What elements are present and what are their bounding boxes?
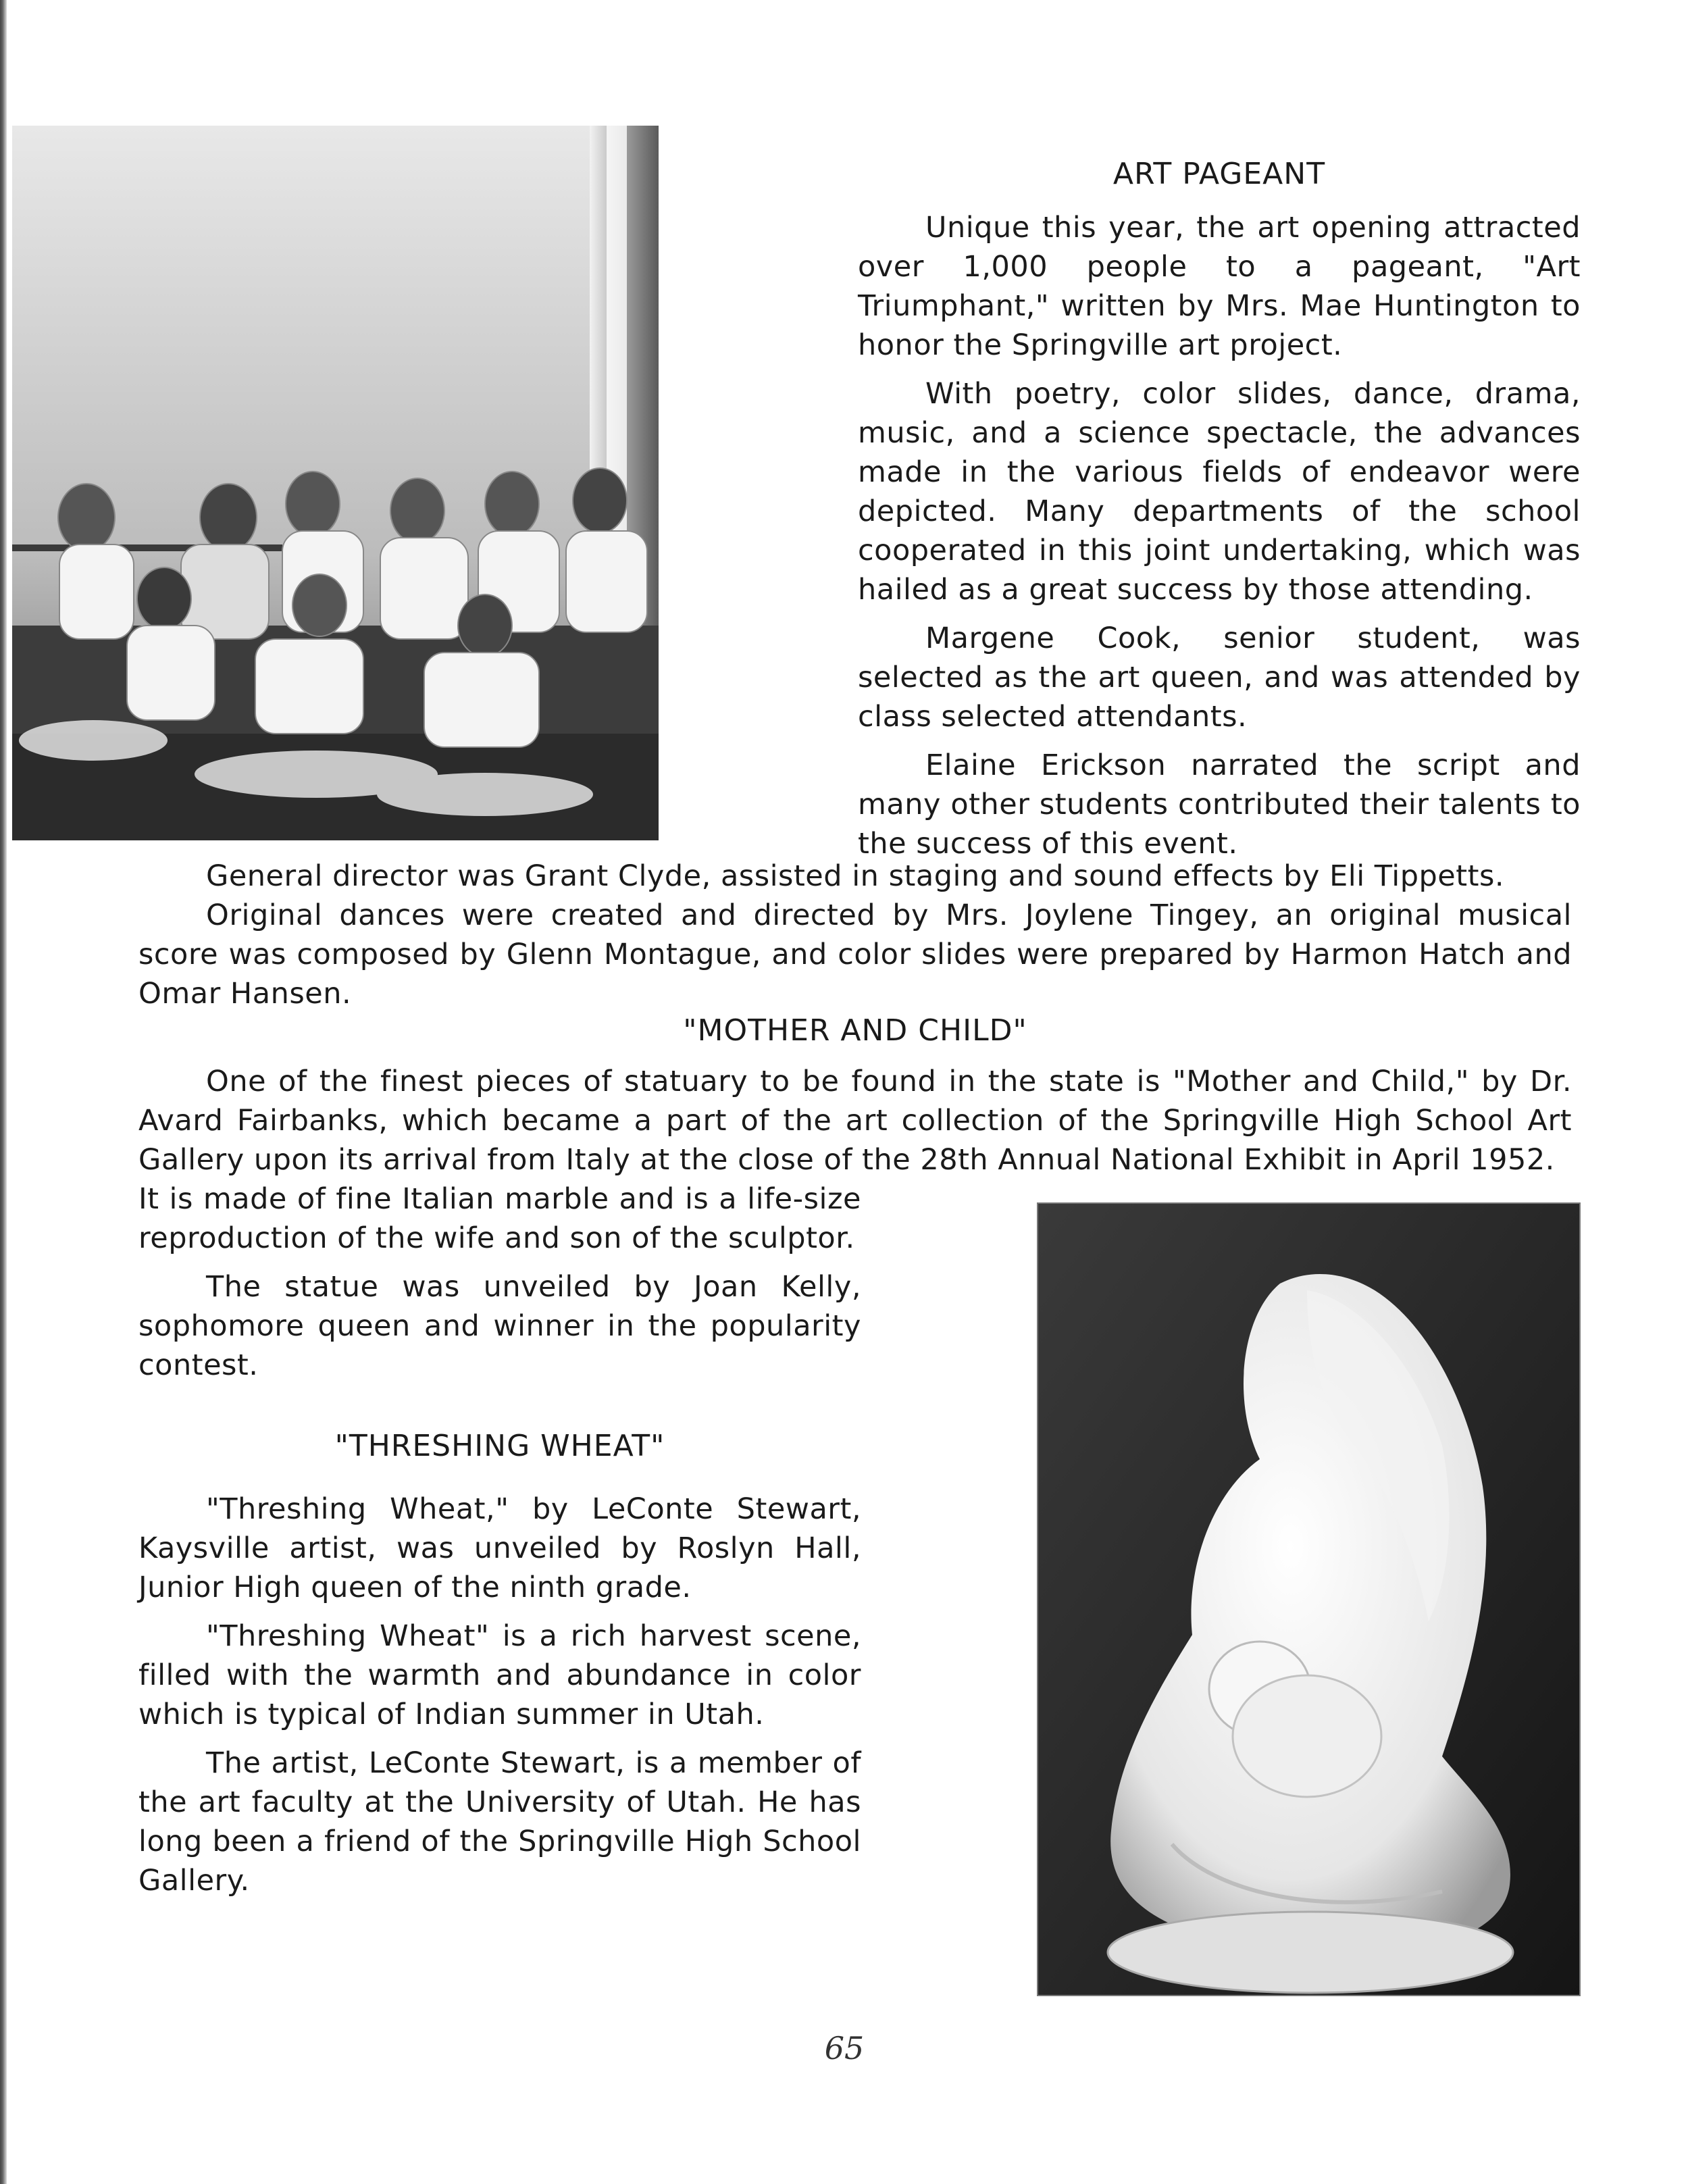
- page-binding-edge: [0, 0, 7, 2184]
- art-pageant-heading: ART PAGEANT: [1112, 157, 1326, 191]
- threshing-wheat-column: [138, 1490, 861, 1900]
- page-number: 65: [824, 2030, 865, 2066]
- art-pageant-column: [858, 208, 1581, 863]
- mother-and-child-statue-photo: [1037, 1202, 1581, 1996]
- mother-and-child-continued: It is made of fine Italian marble and is a life-size reproduction of the wife and son of the sculptor.: [138, 1182, 861, 1255]
- mother-and-child-intro-block: [138, 1062, 1572, 1179]
- art-pageant-paragraph: Elaine Erickson narrated the script and many other students contributed their talents to the success of this event.: [858, 748, 1581, 861]
- art-pageant-paragraph: Unique this year, the art opening attracted over 1,000 people to a pageant, "Art Triumphant," written by Mrs. Mae Huntington to honor the Springville art project.: [858, 211, 1581, 362]
- pageant-performers-photo: [12, 126, 659, 840]
- mother-and-child-intro: One of the finest pieces of statuary to be found in the state is "Mother and Child," by Dr. Avard Fairbanks, which became a part of the art collection of the Springville High School Art Gallery upon its arrival from Italy at the close of the 28th Annual National Exhibit in April 1952.: [138, 1065, 1572, 1177]
- threshing-wheat-heading: "THRESHING WHEAT": [334, 1429, 665, 1463]
- threshing-wheat-paragraph: "Threshing Wheat" is a rich harvest scene, filled with the warmth and abundance in color which is typical of Indian summer in Utah.: [138, 1619, 861, 1731]
- mother-and-child-left-column: [138, 1179, 861, 1385]
- art-pageant-paragraph: Margene Cook, senior student, was selected as the art queen, and was attended by class selected attendants.: [858, 621, 1581, 734]
- art-pageant-full-width: [138, 857, 1572, 1013]
- threshing-wheat-paragraph: The artist, LeConte Stewart, is a member of the art faculty at the University of Utah. He has long been a friend of the Springville High School Gallery.: [138, 1746, 861, 1898]
- art-pageant-director-paragraph: General director was Grant Clyde, assisted in staging and sound effects by Eli Tippetts.: [206, 859, 1505, 893]
- mother-and-child-heading: "MOTHER AND CHILD": [683, 1013, 1027, 1048]
- threshing-wheat-paragraph: "Threshing Wheat," by LeConte Stewart, Kaysville artist, was unveiled by Roslyn Hall, Junior High queen of the ninth grade.: [138, 1492, 861, 1604]
- mother-and-child-unveiling: The statue was unveiled by Joan Kelly, sophomore queen and winner in the popularity contest.: [138, 1270, 861, 1382]
- art-pageant-paragraph: With poetry, color slides, dance, drama, music, and a science spectacle, the advances made in the various fields of endeavor were depicted. Many departments of the school cooperated in this joint undertaking, which was hailed as a great success by those attending.: [858, 377, 1581, 607]
- art-pageant-credits-paragraph: Original dances were created and directed by Mrs. Joylene Tingey, an original musical score was composed by Glenn Montague, and color slides were prepared by Harmon Hatch and Omar Hansen.: [138, 898, 1572, 1011]
